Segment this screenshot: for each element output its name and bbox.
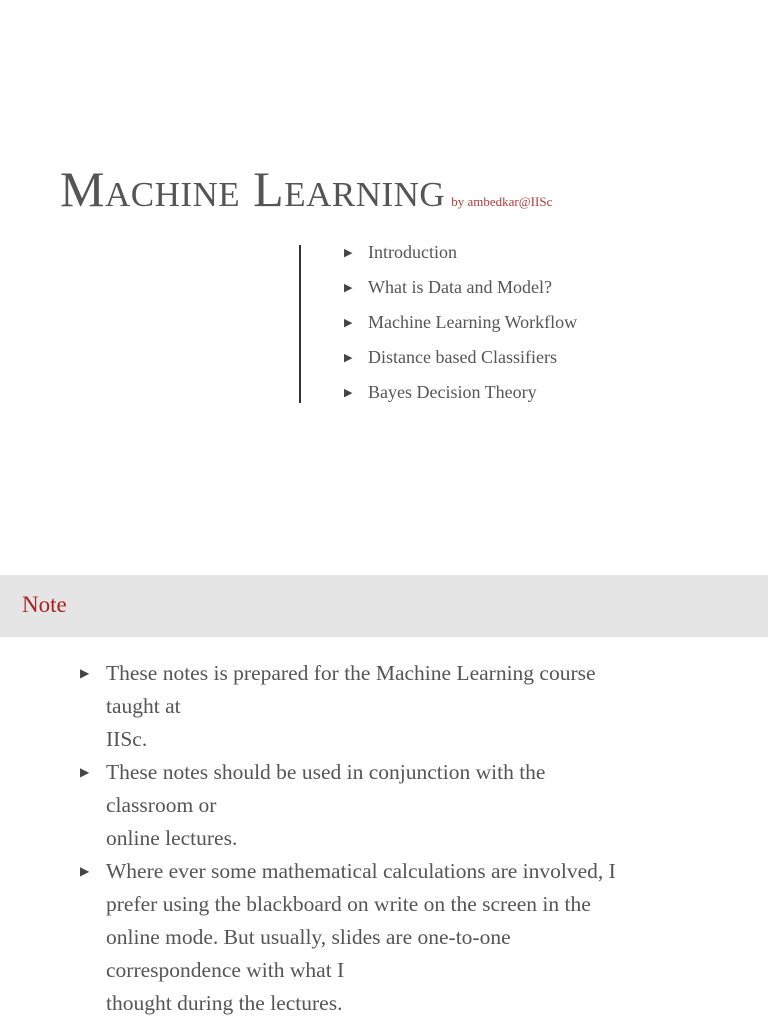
note-header bbox=[0, 575, 768, 637]
triangle-bullet-icon: ▶ bbox=[80, 765, 90, 779]
note-line: Where ever some mathematical calculations are involved, I bbox=[106, 859, 616, 883]
note-line: classroom or bbox=[106, 793, 217, 817]
triangle-bullet-icon: ▶ bbox=[80, 864, 90, 878]
toc-item[interactable] bbox=[344, 273, 577, 308]
toc-item[interactable] bbox=[344, 378, 577, 413]
note-line: thought during the lectures. bbox=[106, 991, 343, 1015]
slide-title bbox=[60, 160, 552, 218]
toc-item-label: Distance based Classifiers bbox=[368, 347, 557, 367]
toc-item[interactable] bbox=[344, 343, 577, 378]
note-line: online lectures. bbox=[106, 826, 238, 850]
triangle-bullet-icon: ▶ bbox=[344, 247, 353, 259]
note-line: These notes is prepared for the Machine Learning course bbox=[106, 661, 596, 685]
toc-item-label: Introduction bbox=[368, 242, 457, 262]
toc-item[interactable] bbox=[344, 308, 577, 343]
triangle-bullet-icon: ▶ bbox=[344, 387, 353, 399]
triangle-bullet-icon: ▶ bbox=[344, 352, 353, 364]
toc-divider bbox=[299, 245, 301, 403]
toc-item-label: Bayes Decision Theory bbox=[368, 382, 537, 402]
note-title: Note bbox=[22, 592, 67, 617]
note-list bbox=[80, 657, 720, 1020]
list-item bbox=[80, 855, 720, 1020]
list-item bbox=[80, 756, 720, 855]
note-line: prefer using the blackboard on write on the screen in the bbox=[106, 892, 591, 916]
note-line: These notes should be used in conjunction with the bbox=[106, 760, 546, 784]
toc-item-label: Machine Learning Workflow bbox=[368, 312, 578, 332]
note-line: IISc. bbox=[106, 727, 148, 751]
triangle-bullet-icon: ▶ bbox=[344, 282, 353, 294]
note-line: correspondence with what I bbox=[106, 958, 345, 982]
triangle-bullet-icon: ▶ bbox=[80, 666, 90, 680]
note-line: online mode. But usually, slides are one-to-one bbox=[106, 925, 511, 949]
toc-item-label: What is Data and Model? bbox=[368, 277, 552, 297]
list-item bbox=[80, 657, 720, 756]
title-main: Machine Learning bbox=[60, 161, 446, 217]
toc-item[interactable] bbox=[344, 238, 577, 273]
table-of-contents bbox=[344, 238, 577, 413]
note-line: taught at bbox=[106, 694, 181, 718]
title-byline: by ambedkar@IISc bbox=[451, 194, 553, 209]
triangle-bullet-icon: ▶ bbox=[344, 317, 353, 329]
